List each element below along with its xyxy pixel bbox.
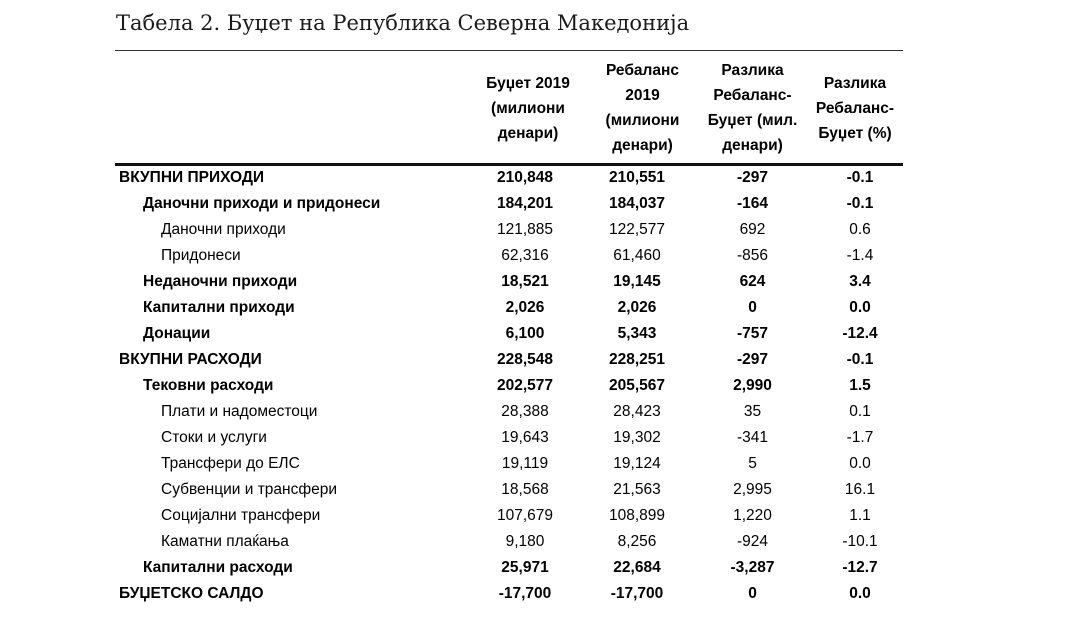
cell-budget: 6,100 [505, 325, 545, 342]
cell-rebalance: 19,124 [613, 455, 661, 472]
cell-difference-pct: -0.1 [846, 351, 874, 368]
table-body [115, 166, 903, 608]
cell-rebalance: 19,302 [613, 429, 661, 446]
cell-budget: 62,316 [501, 247, 549, 264]
cell-budget: 107,679 [496, 507, 554, 524]
cell-difference: 692 [739, 221, 766, 238]
cell-rebalance: 122,577 [608, 221, 666, 238]
cell-difference: -3,287 [730, 559, 775, 576]
cell-rebalance: 108,899 [608, 507, 666, 524]
row-label: Стоки и услуги [161, 429, 267, 446]
cell-difference-pct: 16.1 [844, 481, 876, 498]
row-label: Капитални расходи [143, 559, 293, 576]
row-label: ВКУПНИ РАСХОДИ [119, 351, 262, 368]
table-row [115, 166, 903, 192]
cell-difference: 0 [748, 585, 757, 602]
cell-difference-pct: -12.4 [842, 325, 878, 342]
cell-difference: -856 [736, 247, 769, 264]
table-row [115, 348, 903, 374]
cell-difference: -164 [736, 195, 769, 212]
cell-difference: -341 [736, 429, 769, 446]
header-difference-mln: Разлика Ребаланс- Буџет (мил. денари) [707, 62, 798, 154]
table-row [115, 244, 903, 270]
cell-rebalance: -17,700 [610, 585, 664, 602]
cell-difference: 5 [748, 455, 757, 472]
cell-budget: 2,026 [505, 299, 545, 316]
row-label: Неданочни приходи [143, 273, 298, 290]
cell-difference: -757 [736, 325, 769, 342]
cell-budget: 121,885 [496, 221, 554, 238]
cell-difference-pct: 1.5 [849, 377, 871, 394]
cell-rebalance: 210,551 [608, 169, 666, 186]
table-row [115, 504, 903, 530]
cell-rebalance: 228,251 [608, 351, 666, 368]
cell-budget: 19,119 [501, 455, 549, 472]
table-top-rule [115, 50, 903, 51]
cell-difference-pct: 3.4 [849, 273, 871, 290]
cell-difference: 35 [743, 403, 762, 420]
cell-budget: 25,971 [501, 559, 549, 576]
cell-budget: 210,848 [496, 169, 554, 186]
cell-difference: 2,995 [733, 481, 772, 498]
row-label: Донации [143, 325, 211, 342]
cell-difference-pct: -10.1 [842, 533, 878, 550]
row-label: Субвенции и трансфери [161, 481, 338, 498]
cell-difference-pct: -0.1 [846, 169, 874, 186]
cell-budget: 9,180 [505, 533, 545, 550]
cell-difference-pct: -12.7 [842, 559, 878, 576]
row-label: Даночни приходи [161, 221, 286, 238]
cell-rebalance: 61,460 [613, 247, 661, 264]
row-label: Тековни расходи [143, 377, 274, 394]
cell-difference: 0 [748, 299, 757, 316]
cell-rebalance: 205,567 [608, 377, 666, 394]
table-row [115, 400, 903, 426]
cell-difference: 1,220 [733, 507, 772, 524]
cell-budget: 18,521 [501, 273, 549, 290]
cell-rebalance: 5,343 [617, 325, 657, 342]
table-row [115, 452, 903, 478]
cell-difference-pct: 1.1 [849, 507, 871, 524]
row-label: Даночни приходи и придонеси [143, 195, 381, 212]
cell-difference-pct: -0.1 [846, 195, 874, 212]
table-row [115, 192, 903, 218]
cell-budget: 28,388 [501, 403, 549, 420]
cell-difference-pct: 0.6 [849, 221, 871, 238]
row-label: Трансфери до ЕЛС [161, 455, 300, 472]
cell-difference-pct: 0.0 [849, 299, 871, 316]
cell-difference: -924 [736, 533, 769, 550]
table-row [115, 218, 903, 244]
cell-budget: 19,643 [501, 429, 549, 446]
cell-rebalance: 19,145 [613, 273, 661, 290]
row-label: ВКУПНИ ПРИХОДИ [119, 169, 265, 186]
table-row [115, 322, 903, 348]
cell-difference: -297 [736, 169, 769, 186]
cell-difference-pct: -1.7 [846, 429, 874, 446]
row-label: БУЏЕТСКО САЛДО [119, 585, 264, 602]
cell-difference-pct: 0.0 [849, 455, 871, 472]
cell-budget: -17,700 [498, 585, 552, 602]
header-difference-pct: Разлика Ребаланс- Буџет (%) [815, 74, 895, 142]
table-caption: Табела 2. Буџет на Република Северна Македонија [116, 11, 690, 35]
cell-difference-pct: 0.0 [849, 585, 871, 602]
table-row [115, 556, 903, 582]
cell-difference: -297 [736, 351, 769, 368]
cell-difference: 2,990 [733, 377, 772, 394]
header-rebalance-2019: Ребаланс 2019 (милиони денари) [605, 62, 680, 154]
table-row [115, 374, 903, 400]
cell-budget: 228,548 [496, 351, 554, 368]
row-label: Каматни плаќања [161, 533, 289, 550]
table-row [115, 270, 903, 296]
cell-difference-pct: -1.4 [846, 247, 874, 264]
row-label: Плати и надоместоци [161, 403, 318, 420]
cell-budget: 202,577 [496, 377, 554, 394]
header-budget-2019: Буџет 2019 (милиони денари) [486, 74, 570, 142]
cell-difference-pct: 0.1 [849, 403, 871, 420]
table-row [115, 426, 903, 452]
table-row [115, 478, 903, 504]
row-label: Придонеси [161, 247, 241, 264]
row-label: Капитални приходи [143, 299, 295, 316]
cell-rebalance: 28,423 [613, 403, 661, 420]
cell-rebalance: 22,684 [613, 559, 661, 576]
table-row [115, 296, 903, 322]
cell-rebalance: 8,256 [617, 533, 657, 550]
cell-budget: 184,201 [496, 195, 554, 212]
table-row [115, 582, 903, 608]
cell-rebalance: 184,037 [608, 195, 666, 212]
cell-rebalance: 2,026 [617, 299, 657, 316]
cell-difference: 624 [739, 273, 766, 290]
table-row [115, 530, 903, 556]
row-label: Социјални трансфери [161, 507, 321, 524]
cell-rebalance: 21,563 [613, 481, 661, 498]
cell-budget: 18,568 [501, 481, 549, 498]
